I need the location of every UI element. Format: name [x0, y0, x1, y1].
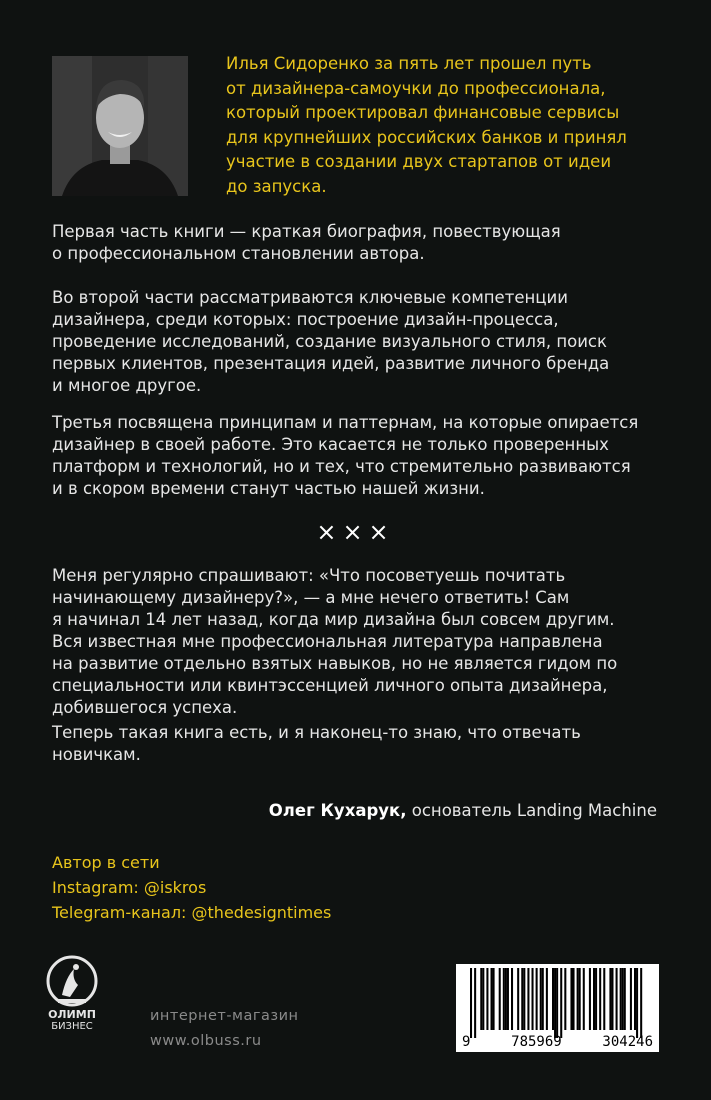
quote-line: я начинал 14 лет назад, когда мир дизайна был совсем другим. [52, 610, 615, 629]
text-line: дизайнера, среди которых: построение дизайн-процесса, [52, 310, 559, 329]
barcode-bar [579, 968, 581, 1030]
barcode-bar [470, 968, 472, 1038]
instagram-link[interactable]: Instagram: @iskros [52, 878, 207, 897]
quote-author-name: Олег Кухарук, [268, 801, 407, 820]
bio-line: участие в создании двух стартапов от идеи [226, 152, 612, 171]
section-separator: ××× [316, 518, 395, 546]
barcode-bar [532, 968, 534, 1030]
barcode-bar [536, 968, 538, 1030]
text-line: платформ и технологий, но и тех, что стремительно развиваются [52, 457, 631, 476]
barcode-digit-first: 9 [462, 1034, 471, 1050]
barcode-bar [573, 968, 575, 1030]
barcode-bar [546, 968, 548, 1030]
quote-line: новичкам. [52, 745, 141, 764]
bio-line: до запуска. [226, 176, 327, 196]
barcode-bar [482, 968, 484, 1030]
barcode-bar [527, 968, 529, 1030]
barcode-bar [517, 968, 519, 1030]
text-line: дизайнер в своей работе. Это касается не только проверенных [52, 435, 609, 454]
barcode-bar [507, 968, 509, 1030]
author-links-heading: Автор в сети [52, 853, 160, 872]
paragraph-book-part-two [52, 287, 662, 397]
quote-line: Теперь такая книга есть, и я наконец-то знаю, что отвечать [52, 723, 581, 742]
text-line: Первая часть книги — краткая биография, повествующая [52, 222, 561, 241]
barcode-bar [521, 968, 523, 1030]
quote-line: специальности или квинтэссенцией личного опыта дизайнера, [52, 676, 608, 695]
barcode-bar [564, 968, 566, 1030]
barcode-bar [634, 968, 636, 1030]
quote-line: Вся известная мне профессиональная литература направлена [52, 632, 603, 651]
barcode-bar [593, 968, 595, 1030]
barcode-bar [599, 968, 601, 1030]
barcode-bars [456, 968, 659, 1038]
text-line: первых клиентов, презентация идей, развитие личного бренда [52, 354, 610, 373]
online-shop-label: интернет-магазин [150, 1008, 299, 1024]
barcode-bar [560, 968, 562, 1038]
author-portrait-image [52, 56, 188, 196]
author-links [52, 850, 331, 925]
quote-attribution [269, 801, 657, 820]
barcode-bar [554, 968, 556, 1038]
barcode-bar [542, 968, 544, 1030]
barcode-bar [603, 968, 605, 1030]
barcode-bar [620, 968, 622, 1030]
barcode-bar [493, 968, 495, 1030]
barcode-bar [630, 968, 632, 1030]
barcode-digits [456, 1034, 659, 1050]
barcode-bar [589, 968, 591, 1030]
barcode-group-one: 785969 [511, 1034, 562, 1050]
text-line: Третья посвящена принципам и паттернам, на которые опирается [52, 413, 639, 432]
quote-line: начинающему дизайнеру?», — а мне нечего ответить! Сам [52, 588, 570, 607]
quote-line: добившегося успеха. [52, 698, 238, 717]
barcode-bar [491, 968, 493, 1030]
online-shop-info [150, 1004, 299, 1054]
isbn-barcode [456, 964, 659, 1052]
publisher-name-line1: ОЛИМП [48, 1008, 96, 1021]
quote-paragraph-two [52, 722, 662, 766]
bio-line: Илья Сидоренко за пять лет прошел путь [226, 54, 592, 73]
barcode-bar [486, 968, 488, 1030]
quote-paragraph-one [52, 565, 662, 719]
publisher-name-line2: БИЗНЕС [51, 1021, 93, 1032]
barcode-bar [505, 968, 507, 1030]
barcode-bar [577, 968, 579, 1030]
barcode-bar [570, 968, 572, 1030]
quote-author-role: основатель Landing Machine [406, 801, 657, 820]
barcode-bar [511, 968, 513, 1030]
text-line: проведение исследований, создание визуального стиля, поиск [52, 332, 607, 351]
barcode-bar [616, 968, 618, 1030]
barcode-bar [622, 968, 624, 1030]
barcode-bar [503, 968, 505, 1030]
barcode-bar [480, 968, 482, 1030]
barcode-bar [636, 968, 638, 1038]
barcode-bar [640, 968, 642, 1038]
publisher-logo [44, 955, 100, 1045]
barcode-bar [583, 968, 585, 1030]
text-line: и в скором времени станут частью нашей жизни. [52, 479, 485, 498]
bio-line: который проектировал финансовые сервисы [226, 103, 620, 122]
barcode-bar [556, 968, 558, 1038]
quote-line: Меня регулярно спрашивают: «Что посоветуешь почитать [52, 566, 566, 585]
telegram-link[interactable]: Telegram-канал: @thedesigntimes [52, 903, 332, 922]
author-bio [226, 52, 666, 199]
online-shop-url[interactable]: www.olbuss.ru [150, 1033, 262, 1049]
paragraph-book-part-one [52, 221, 662, 265]
barcode-bar [523, 968, 525, 1030]
paragraph-book-part-three [52, 412, 662, 500]
barcode-bar [499, 968, 501, 1030]
text-line: о профессиональном становлении автора. [52, 244, 425, 263]
text-line: и многое другое. [52, 376, 202, 395]
author-photo [52, 56, 188, 196]
bio-line: от дизайнера-самоучки до профессионала, [226, 78, 606, 98]
bio-line: для крупнейших российских банков и принял [226, 127, 627, 147]
barcode-bar [595, 968, 597, 1030]
barcode-bar [474, 968, 476, 1038]
barcode-bar [624, 968, 626, 1030]
barcode-bar [552, 968, 554, 1030]
barcode-bar [611, 968, 613, 1030]
text-line: Во второй части рассматриваются ключевые компетенции [52, 288, 568, 307]
barcode-bar [609, 968, 611, 1030]
barcode-group-two: 304246 [602, 1034, 653, 1050]
barcode-bar [540, 968, 542, 1030]
quote-line: на развитие отдельно взятых навыков, но не является гидом по [52, 654, 618, 673]
